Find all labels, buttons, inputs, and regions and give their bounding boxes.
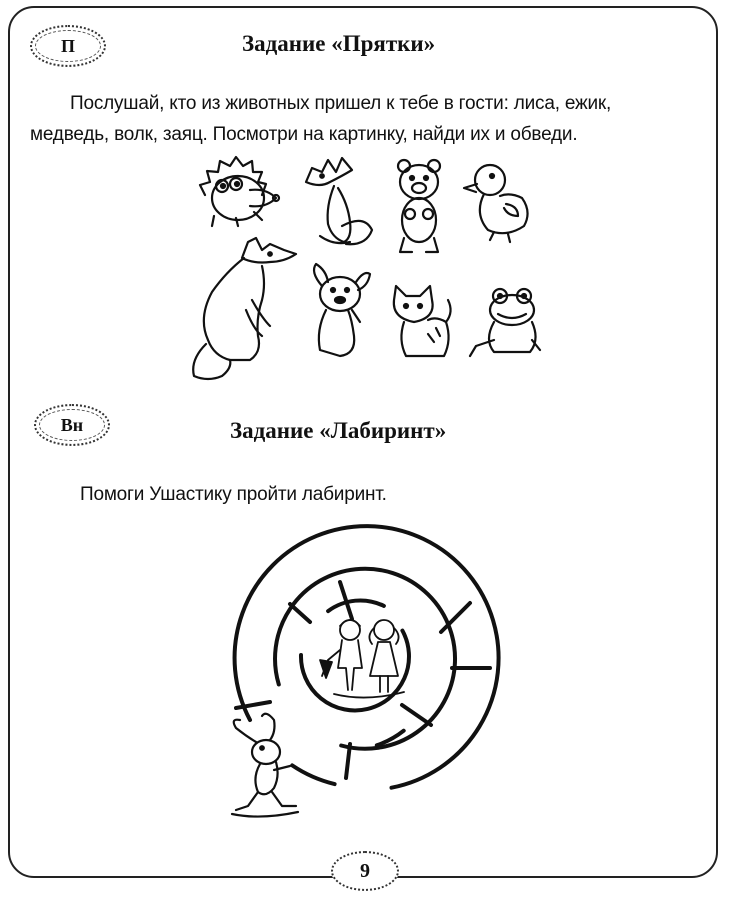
task1-text-line2: медведь, волк, заяц. Посмотри на картинку, найди их и обведи. (30, 124, 578, 145)
task2-title: Задание «Лабиринт» (230, 418, 447, 443)
task2-text: Помоги Ушастику пройти лабиринт. (80, 484, 387, 505)
children-icon (320, 620, 404, 698)
task2-badge: Вн (34, 404, 110, 446)
maze-walls (235, 526, 499, 788)
task1-text-line1: Послушай, кто из животных пришел к тебе в гости: лиса, ежик, (70, 93, 612, 114)
task1-title: Задание «Прятки» (242, 31, 436, 56)
task1-badge: П (30, 25, 106, 67)
page-number: 9 (331, 851, 399, 891)
hare-icon (232, 714, 298, 817)
